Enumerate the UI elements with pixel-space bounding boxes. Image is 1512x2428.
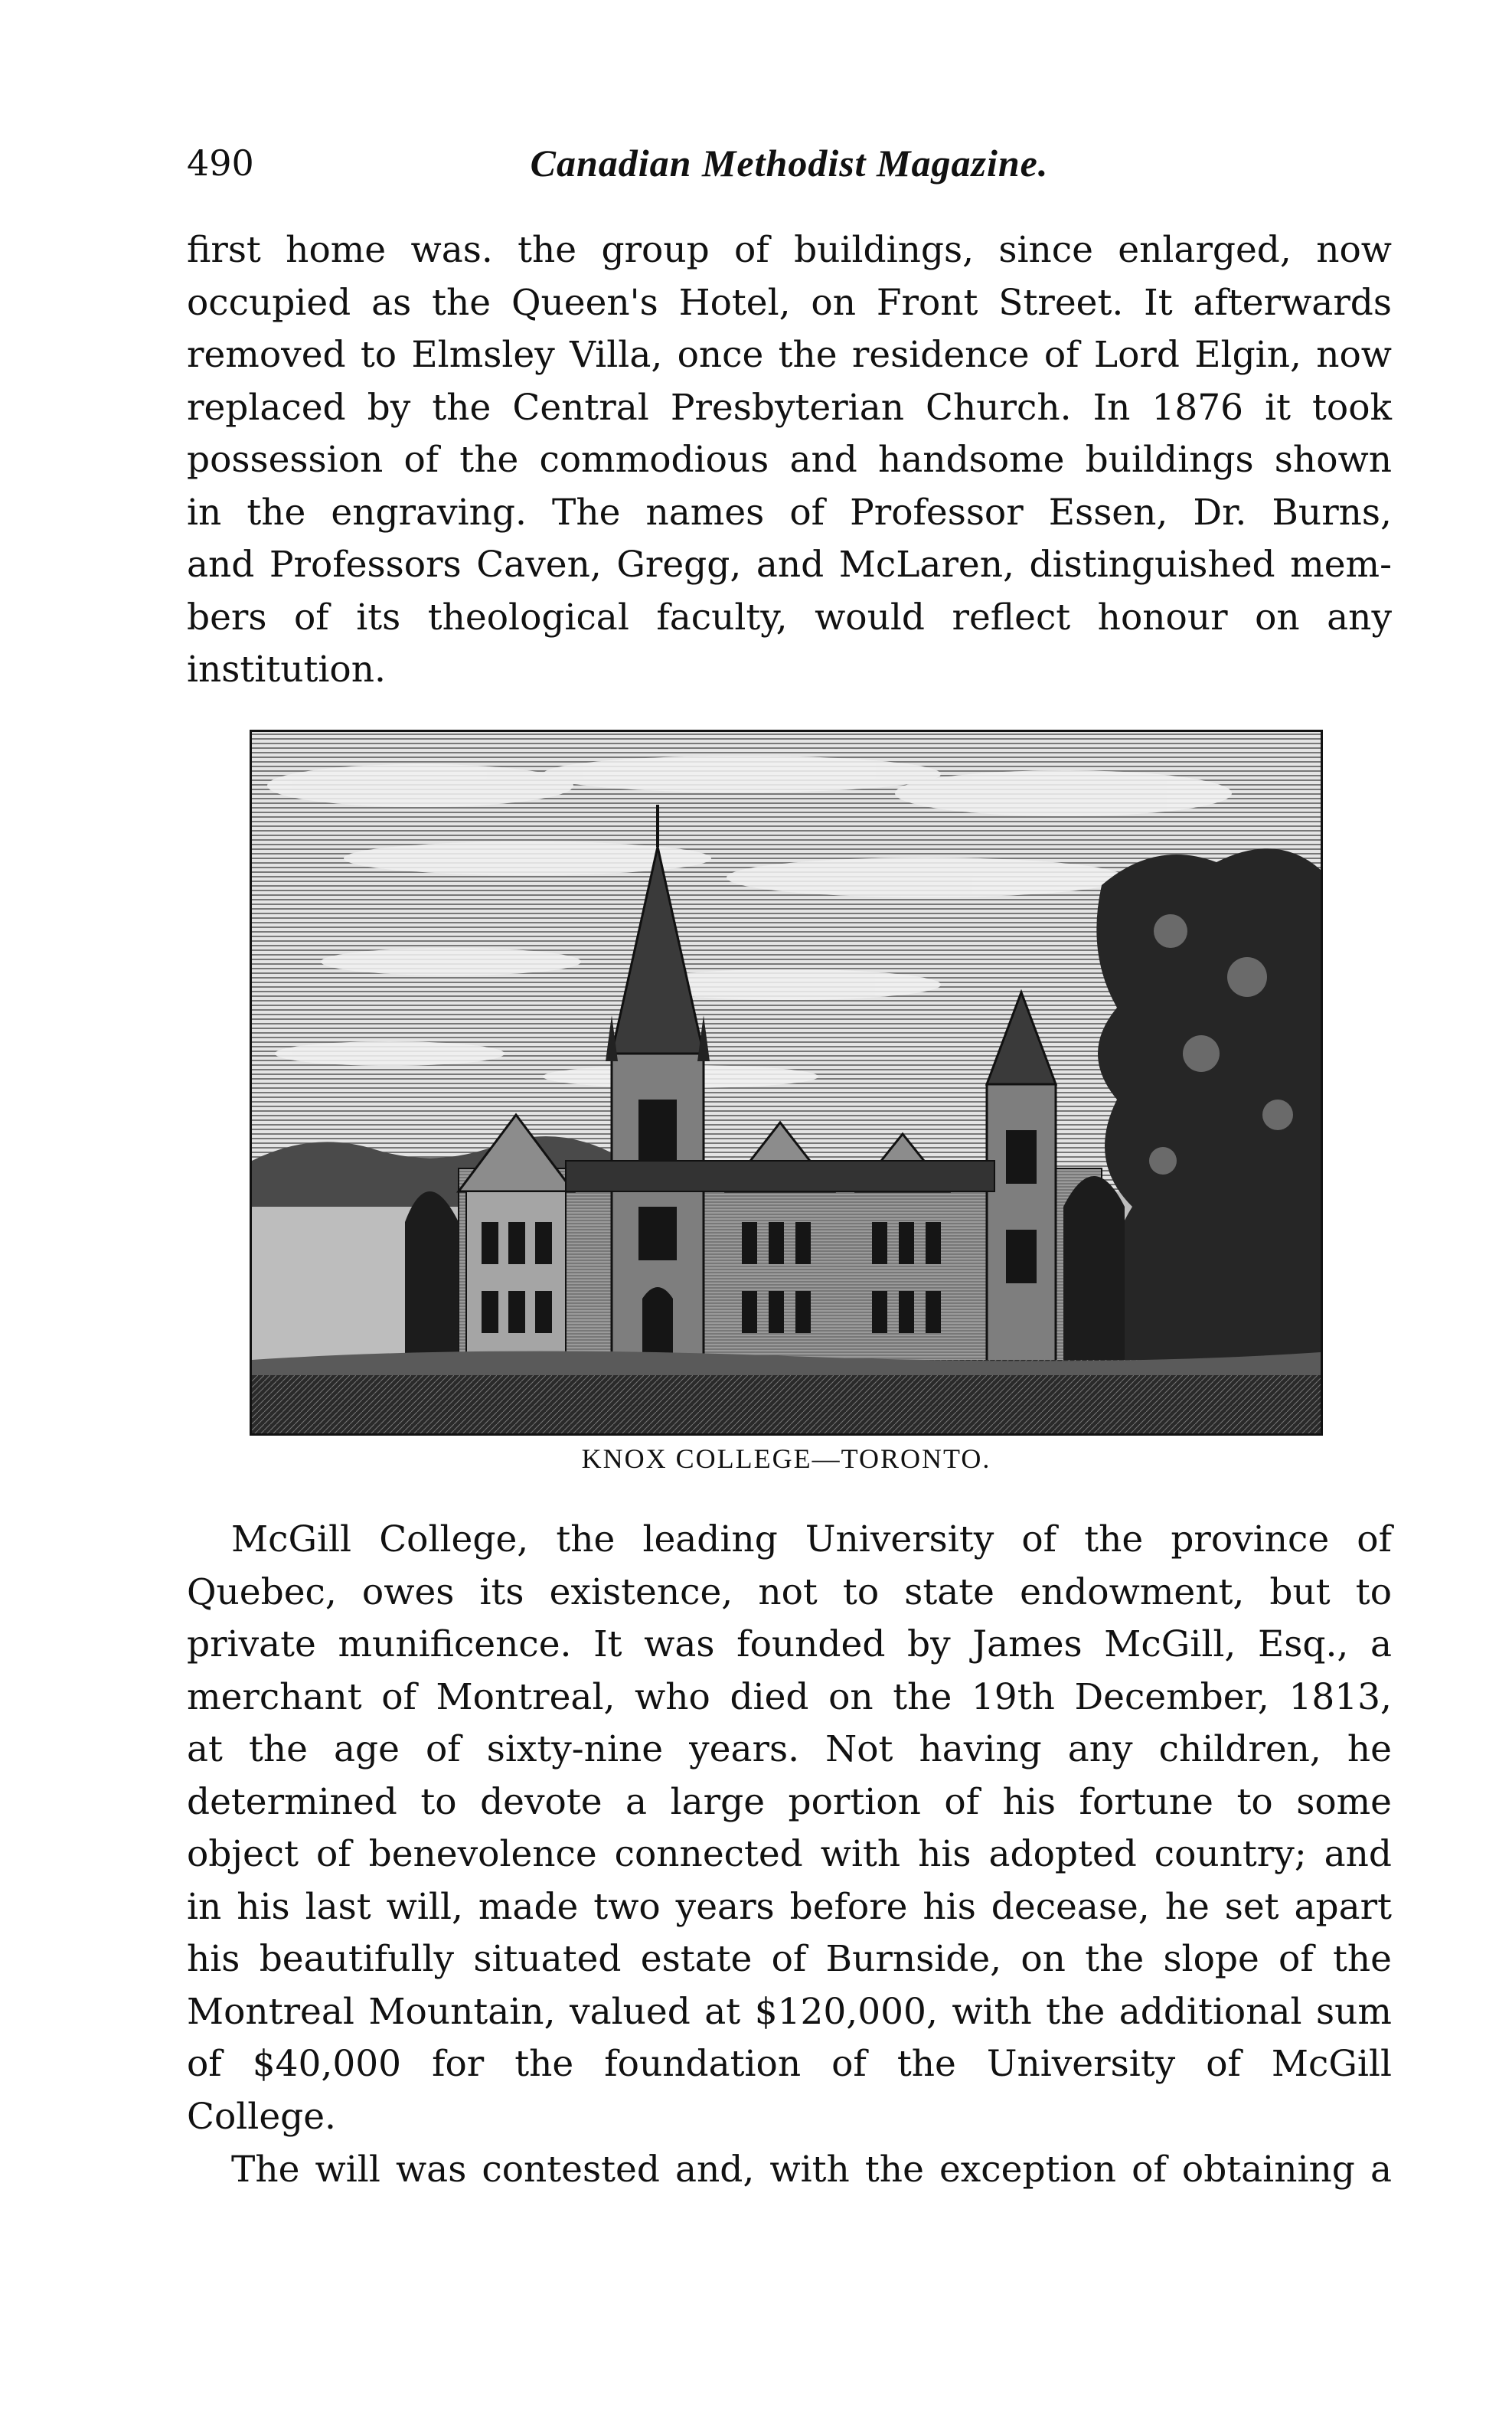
figure-caption: KNOX COLLEGE—TORONTO. xyxy=(581,1443,991,1474)
text-line: his beautifully situated estate of Burnside, on the slope of the xyxy=(187,1938,1392,1980)
text-line: and Professors Caven, Gregg, and McLaren, distinguished mem- xyxy=(187,544,1392,586)
engraving-knox-college xyxy=(250,730,1323,1436)
text-line: College. xyxy=(187,2095,336,2138)
page-number: 490 xyxy=(187,142,254,184)
text-line: at the age of sixty-nine years. Not having any children, he xyxy=(187,1728,1392,1770)
text-line: Quebec, owes its existence, not to state endowment, but to xyxy=(187,1570,1392,1613)
text-line: occupied as the Queen's Hotel, on Front Street. It afterwards xyxy=(187,281,1392,324)
text-line: private munificence. It was founded by James McGill, Esq., a xyxy=(187,1623,1392,1665)
paragraph-will-contested xyxy=(187,2144,1392,2197)
running-head xyxy=(187,136,1392,190)
text-line: first home was. the group of buildings, since enlarged, now xyxy=(187,229,1392,271)
text-line: in his last will, made two years before his decease, he set apart xyxy=(187,1885,1392,1928)
text-line: institution. xyxy=(187,649,386,691)
text-line: possession of the commodious and handsome buildings shown xyxy=(187,439,1392,481)
text-line: determined to devote a large portion of his fortune to some xyxy=(187,1780,1392,1823)
text-line: Montreal Mountain, valued at $120,000, with the additional sum xyxy=(187,1990,1392,2033)
text-line: object of benevolence connected with his adopted country; and xyxy=(187,1833,1392,1875)
paragraph-knox-history xyxy=(187,224,1392,697)
text-line: bers of its theological faculty, would reflect honour on any xyxy=(187,596,1392,639)
text-line: removed to Elmsley Villa, once the residence of Lord Elgin, now xyxy=(187,334,1392,376)
text-line: of $40,000 for the foundation of the University of McGill xyxy=(187,2043,1392,2085)
text-line: in the engraving. The names of Professor Essen, Dr. Burns, xyxy=(187,491,1392,534)
text-line: replaced by the Central Presbyterian Church. In 1876 it took xyxy=(187,386,1392,429)
text-line: The will was contested and, with the exception of obtaining a xyxy=(231,2149,1392,2191)
paragraph-mcgill-college xyxy=(187,1514,1392,2143)
text-line: merchant of Montreal, who died on the 19th December, 1813, xyxy=(187,1675,1392,1718)
text-line: McGill College, the leading University of the province of xyxy=(231,1518,1392,1560)
magazine-title: Canadian Methodist Magazine. xyxy=(530,142,1049,185)
engraving-illustration xyxy=(252,732,1321,1433)
